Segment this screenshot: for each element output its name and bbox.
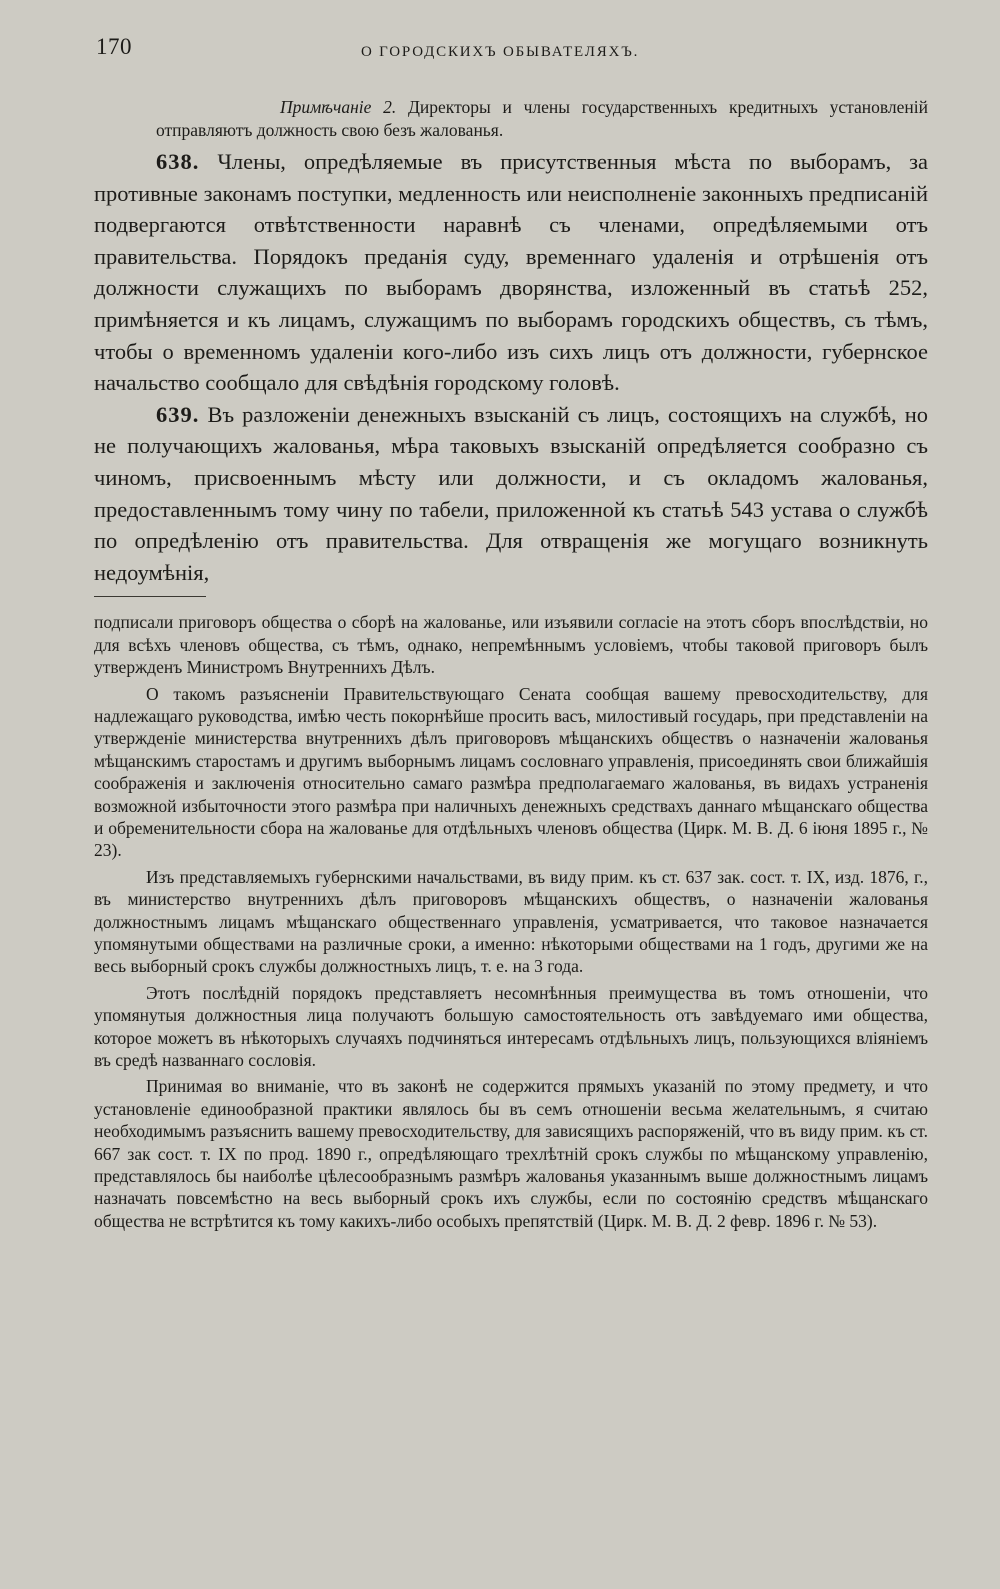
footnote-paragraph: подписали приговоръ общества о сборѣ на жалованье, или изъявили согласіе на этотъ сборъ впослѣдствіи, но для всѣхъ членовъ общества, съ тѣмъ, однако, непремѣннымъ условіемъ, чтобы таковой приговоръ былъ утвержденъ Министромъ Внутреннихъ Дѣлъ. [94,612,928,678]
footnote-paragraph: Изъ представляемыхъ губернскими начальствами, въ виду прим. къ ст. 637 зак. сост. т. IX, изд. 1876, г., въ министерство внутреннихъ дѣлъ приговоровъ мѣщанскихъ обществъ, о назначеніи жалованья должностнымъ лицамъ мѣщанскаго общественнаго управленія, усматривается, что таковое назначается упомянутыми обществами на различные сроки, а именно: нѣкоторыми обществами на 1 годъ, другими же на весь выборный срокъ службы должностныхъ лицъ, т. е. на 3 года. [94,866,928,977]
article-638 [94,146,928,399]
footnote-paragraph: Принимая во вниманіе, что въ законѣ не содержится прямыхъ указаній по этому предмету, и что установленіе единообразной практики являлось бы въ семъ отношеніи весьма желательнымъ, я считаю необходимымъ разъяснить вашему превосходительству, для зависящихъ распоряженій, что въ виду прим. къ ст. 667 зак сост. т. IX по прод. 1890 г., опредѣляющаго трехлѣтній срокъ службы по мѣщанскому управленію, представлялось бы наиболѣе цѣлесообразнымъ размѣръ жалованья указаннымъ выше должностнымъ лицамъ назначать повсемѣстно на весь выборный срокъ ихъ службы, если по состоянію средствъ мѣщанскаго общества не встрѣтится къ тому какихъ-либо особыхъ препятствій (Цирк. М. В. Д. 2 февр. 1896 г. № 53). [94,1076,928,1231]
note-paragraph [156,96,928,142]
article-text: Члены, опредѣляемые въ присутственныя мѣста по выборамъ, за противные законамъ поступки, медленность или неисполненіе законныхъ предписаній подвергаются отвѣтственности наравнѣ съ членами, опредѣляемыми отъ правительства. Порядокъ преданія суду, временнаго удаленія и отрѣшенія отъ должности служащихъ по выборамъ дворянства, изложенный въ статьѣ 252, примѣняется и къ лицамъ, служащимъ по выборамъ городскихъ обществъ, съ тѣмъ, чтобы о временномъ удаленіи кого-либо изъ сихъ лицъ отъ должности, губернское начальство сообщало для свѣдѣнія городскому головѣ. [94,149,928,396]
running-title: О ГОРОДСКИХЪ ОБЫВАТЕЛЯХЪ. [361,44,640,60]
note-text: Директоры и члены государственныхъ кредитныхъ установленій отправляютъ должность свою безъ жалованья. [156,97,929,140]
article-text: Въ разложеніи денежныхъ взысканій съ лицъ, состоящихъ на службѣ, но не получающихъ жалованья, мѣра таковыхъ взысканій опредѣляется сообразно съ чиномъ, присвоеннымъ мѣсту или должности, и съ окладомъ жалованья, предоставленнымъ тому чину по табели, приложенной къ статьѣ 543 устава о службѣ по опредѣленію отъ правительства. Для отвращенія же могущаго возникнуть недоумѣнія, [94,401,929,585]
page-header [96,34,930,74]
main-text [94,96,928,1236]
footnote-paragraph: О такомъ разъясненіи Правительствующаго Сената сообщая вашему превосходительству, для надлежащаго руководства, имѣю честь покорнѣйше просить васъ, милостивый государь, при представленіи на утвержденіе министерства внутреннихъ дѣлъ приговоровъ мѣщанскихъ обществъ о назначеніи жалованья мѣщанскимъ старостамъ и другимъ выборнымъ лицамъ сословнаго управленія, присоединять свои ближайшія соображенія и заключенія относительно самаго размѣра предполагаемаго жалованья, въ видахъ устраненія возможной избыточности этого размѣра при наличныхъ денежныхъ средствахъ даннаго мѣщанскаго общества и обременительности сбора на жалованье для отдѣльныхъ членовъ общества (Цирк. М. В. Д. 6 іюня 1895 г., № 23). [94,683,928,861]
note-label: Примѣчаніе 2. [280,97,397,117]
article-number: 638. [156,149,200,174]
footnotes [94,611,928,1232]
article-639 [94,399,928,589]
footnote-divider [94,596,206,597]
page-number: 170 [96,34,132,59]
footnote-paragraph: Этотъ послѣдній порядокъ представляетъ несомнѣнныя преимущества въ томъ отношеніи, что упомянутыя должностныя лица получаютъ большую самостоятельность отъ завѣдуемаго ими общества, которое можетъ въ нѣкоторыхъ случаяхъ подчиняться интересамъ отдѣльныхъ лицъ, пользующихся вліяніемъ въ средѣ названнаго сословія. [94,982,928,1071]
article-number: 639. [156,401,200,427]
